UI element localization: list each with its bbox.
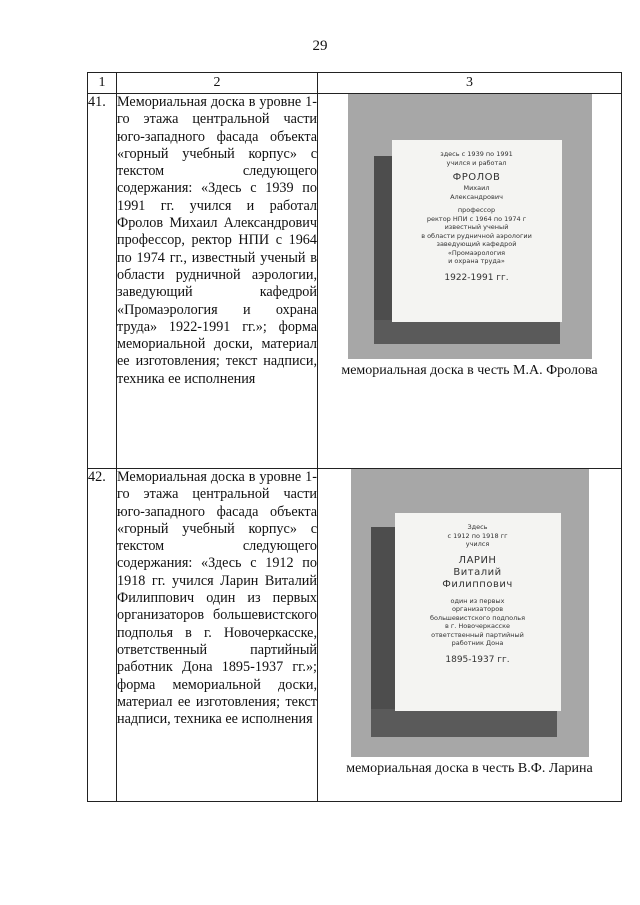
plaque-text: Александрович — [450, 192, 503, 201]
memorial-plaque — [395, 513, 561, 711]
photo-cell — [318, 469, 622, 802]
column-header-2: 2 — [117, 73, 318, 94]
monuments-table — [87, 72, 622, 802]
plaque-text: «Промаэрология — [447, 248, 506, 257]
plaque-shadow — [371, 709, 557, 737]
table-row — [88, 469, 622, 802]
plaque-text: Михаил — [463, 184, 490, 192]
page-number: 29 — [312, 38, 328, 54]
plaque-shadow — [374, 320, 560, 344]
plaque-surname: ЛАРИН — [458, 554, 497, 566]
plaque-text: в г. Новочеркасске — [444, 622, 511, 630]
photo-caption: мемориальная доска в честь М.А. Фролова — [341, 363, 598, 378]
plaque-text: организаторов — [451, 605, 504, 613]
plaque-text: известный ученый — [444, 223, 509, 231]
plaque-surname: ФРОЛОВ — [452, 172, 501, 183]
plaque-text: Здесь — [467, 523, 488, 531]
plaque-years: 1922-1991 гг. — [444, 272, 509, 283]
plaque-text: учился — [465, 540, 490, 548]
row-description: Мемориальная доска в уровне 1-го этажа центральной части юго-западного фасада объекта «горный учебный корпус» с текстом следующего содержания: «Здесь с 1939 по 1991 гг. учился и работал Фролов Михаил Александрович профессор, ректор НПИ с 1964 по 1974 гг., известный ученый в области рудничной аэрологии, заведующий кафедрой «Промаэрология и охрана труда» 1922-1991 гг.»; форма мемориальной доски, материал ее изготовления; текст надписи, техника ее исполнения — [117, 94, 318, 469]
column-header-3: 3 — [318, 73, 622, 94]
plaque-shadow — [371, 527, 395, 737]
plaque-text: в области рудничной аэрологии — [421, 231, 532, 240]
plaque-photo — [351, 469, 589, 757]
photo-cell — [318, 94, 622, 469]
plaque-shadow — [374, 156, 392, 344]
memorial-plaque — [392, 140, 562, 322]
row-description: Мемориальная доска в уровне 1-го этажа центральной части юго-западного фасада объекта «горный учебный корпус» с текстом следующего содержания: «Здесь с 1912 по 1918 гг. учился Ларин Виталий Филиппович один из первых организаторов большевистского подполья в г. Новочеркасске, ответственный партийный работник Дона 1895-1937 гг.»; форма мемориальной доски, материал ее изготовления; текст надписи, техника ее исполнения — [117, 469, 318, 802]
plaque-text: ректор НПИ с 1964 по 1974 г — [426, 214, 527, 223]
plaque-photo — [348, 94, 592, 359]
plaque-text: работник Дона — [451, 639, 504, 647]
column-header-1: 1 — [88, 73, 117, 94]
plaque-text: учился и работал — [446, 158, 507, 167]
photo-caption: мемориальная доска в честь В.Ф. Ларина — [346, 761, 593, 776]
plaque-text: с 1912 по 1918 гг — [447, 531, 508, 540]
row-number: 42. — [88, 469, 117, 802]
table-row — [88, 94, 622, 469]
plaque-years: 1895-1937 гг. — [445, 654, 510, 665]
plaque-text: заведующий кафедрой — [436, 240, 517, 248]
plaque-text: один из первых — [450, 596, 505, 605]
plaque-text: ответственный партийный — [431, 630, 524, 639]
plaque-text: большевистского подполья — [429, 613, 526, 622]
plaque-text: Виталий — [453, 566, 502, 578]
row-number: 41. — [88, 94, 117, 469]
plaque-text: и охрана труда» — [448, 257, 505, 265]
plaque-text: здесь с 1939 по 1991 — [440, 150, 513, 158]
table-header-row — [88, 73, 622, 94]
plaque-text: Филиппович — [442, 578, 513, 590]
plaque-text: профессор — [457, 206, 496, 214]
